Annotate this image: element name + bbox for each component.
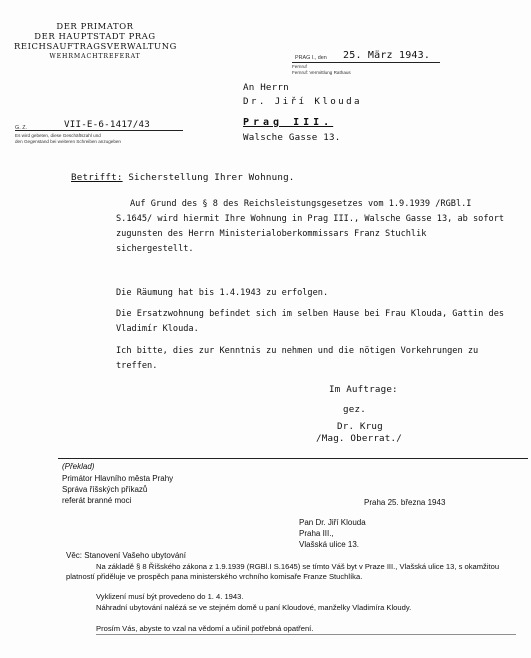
date-underline	[292, 62, 440, 63]
letterhead-line-2: DER HAUPTSTADT PRAG	[34, 31, 156, 41]
body-paragraph-4: Ich bitte, dies zur Kenntnis zu nehmen und die nötigen Vorkehrungen zu treffen.	[116, 346, 479, 371]
addressee-street: Walsche Gasse 13.	[243, 132, 341, 143]
addressee-city: Prag III.	[243, 117, 334, 128]
letterhead-line-1: DER PRIMATOR	[56, 21, 134, 31]
signature-line-2: gez.	[343, 404, 366, 415]
translation-addr-1: Pan Dr. Jiří Klouda	[299, 518, 366, 527]
reference-note-2: den Gegenstand bei weiteren Schreiben anzugeben	[15, 139, 121, 144]
translation-paragraph-2: Vyklizení musí být provedeno do 1. 4. 1943.	[96, 592, 244, 601]
body-paragraph-3: Die Ersatzwohnung befindet sich im selben Hause bei Frau Klouda, Gattin des Vladimír Klouda.	[116, 309, 505, 334]
translation-subject: Věc: Stanovení Vašeho ubytování	[66, 551, 186, 560]
body-paragraph-2: Die Räumung hat bis 1.4.1943 zu erfolgen.	[116, 288, 329, 298]
translation-addr-3: Vlašská ulice 13.	[299, 540, 360, 549]
letter-date: 25. März 1943.	[343, 50, 431, 61]
reference-number: VII-E-6-1417/43	[64, 119, 150, 130]
place-sub-1: Fernruf	[292, 64, 307, 69]
translation-label: (Překlad)	[62, 462, 95, 471]
addressee-salutation: An Herrn	[243, 82, 289, 93]
translation-paragraph-1: Na základě § 8 Říšského zákona z 1.9.1939 (RGBl.I S.1645) se tímto Váš byt v Praze III., Vlašská ulice 13, s okamžitou platností přiděluje ve prospěch pana ministerského vrchního komisaře Franze Stuchlíka.	[66, 562, 500, 581]
subject-text: Sicherstellung Ihrer Wohnung.	[128, 172, 295, 183]
place-sub-2: Fernruf: Vermittlung Rathaus	[292, 70, 351, 75]
reference-underline	[15, 130, 183, 131]
body-paragraph-1: Auf Grund des § 8 des Reichsleistungsgesetzes vom 1.9.1939 /RGBl.I S.1645/ wird hiermit Ihre Wohnung in Prag III., Walsche Gasse 13, ab sofort zugunsten des Herrn Ministerialoberkommissars Franz Stuchlik sichergestellt.	[116, 199, 505, 254]
addressee-name: Dr. Jiří Klouda	[243, 96, 362, 107]
translation-org-1: Primátor Hlavního města Prahy	[62, 474, 174, 483]
signature-name: Dr. Krug	[337, 421, 383, 432]
reference-label: G. Z.	[15, 125, 27, 131]
letterhead-line-4: WEHRMACHTREFERAT	[49, 53, 141, 60]
page-bottom-edge	[96, 634, 516, 635]
translation-divider	[58, 458, 528, 459]
translation-addr-2: Praha III.,	[299, 529, 334, 538]
translation-paragraph-4: Prosím Vás, abyste to vzal na vědomí a učinil potřebná opatření.	[96, 624, 314, 633]
translation-date: Praha 25. března 1943	[364, 498, 446, 507]
translation-paragraph-3: Náhradní ubytování nalézá se ve stejném domě u paní Kloudové, manželky Vladimíra Kloudy.	[96, 603, 412, 612]
reference-note-1: Es wird gebeten, diese Geschäftszahl und	[15, 133, 101, 138]
letterhead-line-3: REICHSAUFTRAGSVERWALTUNG	[14, 41, 177, 51]
subject-line	[71, 172, 295, 183]
signature-title: /Mag. Oberrat./	[316, 433, 402, 444]
signature-line-1: Im Auftrage:	[329, 384, 398, 395]
translation-org-2: Správa říšských příkazů	[62, 485, 148, 494]
translation-org-3: referát branné moci	[62, 496, 132, 505]
place-label: PRAG I., den	[295, 55, 327, 61]
subject-label: Betrifft:	[71, 172, 123, 183]
